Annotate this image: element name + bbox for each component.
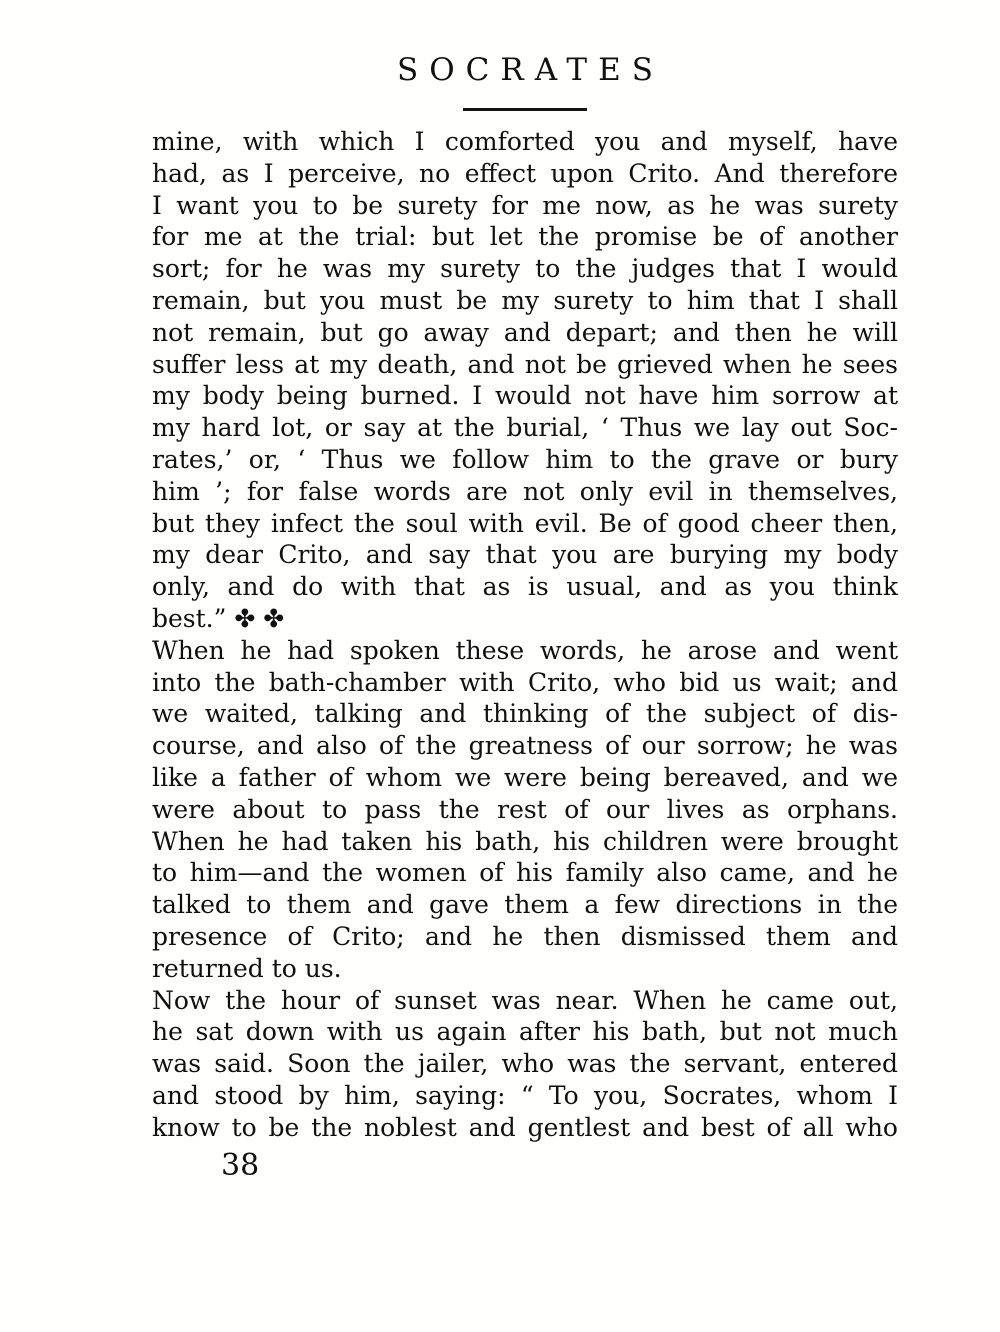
- text-line: course, and also of the greatness of our sorrow; he was: [152, 731, 898, 761]
- text-line: talked to them and gave them a few directions in the: [152, 890, 898, 920]
- text-line: had, as I perceive, no effect upon Crito. And therefore: [152, 158, 898, 188]
- text-line: best.” ✤ ✤: [152, 603, 285, 633]
- text-line: remain, but you must be my surety to him that I shall: [152, 285, 898, 315]
- text-line: for me at the trial: but let the promise be of another: [152, 222, 898, 252]
- text-line: my hard lot, or say at the burial, ‘ Thus we lay out Soc-: [152, 413, 898, 443]
- text-line: Now the hour of sunset was near. When he came out,: [152, 985, 898, 1015]
- text-line: was said. Soon the jailer, who was the servant, entered: [152, 1049, 898, 1079]
- text-line: suffer less at my death, and not be grieved when he sees: [152, 349, 898, 379]
- page-number: 38: [221, 1148, 260, 1183]
- page-title: SOCRATES: [397, 52, 664, 88]
- text-line: presence of Crito; and he then dismissed them and: [152, 921, 898, 951]
- text-line: but they infect the soul with evil. Be of good cheer then,: [152, 508, 898, 538]
- text-line: to him—and the women of his family also came, and he: [152, 858, 898, 888]
- text-line: him ’; for false words are not only evil in themselves,: [152, 476, 898, 506]
- text-line: into the bath-chamber with Crito, who bid us wait; and: [152, 667, 898, 697]
- text-line: sort; for he was my surety to the judges that I would: [152, 254, 898, 284]
- text-line: returned to us.: [152, 953, 342, 983]
- text-line: we waited, talking and thinking of the subject of dis-: [152, 699, 898, 729]
- text-line: my body being burned. I would not have him sorrow at: [152, 381, 898, 411]
- text-line: not remain, but go away and depart; and then he will: [152, 317, 898, 347]
- text-line: my dear Crito, and say that you are burying my body: [152, 540, 898, 570]
- title-rule-divider: [463, 108, 587, 111]
- text-line: mine, with which I comforted you and myself, have: [152, 127, 898, 156]
- text-line: When he had taken his bath, his children were brought: [152, 826, 898, 856]
- text-line: were about to pass the rest of our lives as orphans.: [152, 794, 898, 824]
- text-line: only, and do with that as is usual, and as you think: [152, 572, 898, 602]
- text-line: know to be the noblest and gentlest and best of all who: [152, 1112, 898, 1142]
- text-line: and stood by him, saying: “ To you, Socrates, whom I: [152, 1080, 898, 1110]
- text-line: When he had spoken these words, he arose and went: [152, 635, 898, 665]
- text-line: like a father of whom we were being bereaved, and we: [152, 762, 898, 792]
- text-line: I want you to be surety for me now, as he was surety: [152, 190, 898, 220]
- text-line: rates,’ or, ‘ Thus we follow him to the grave or bury: [152, 444, 898, 474]
- body-text: [152, 126, 898, 1144]
- text-line: he sat down with us again after his bath, but not much: [152, 1017, 898, 1047]
